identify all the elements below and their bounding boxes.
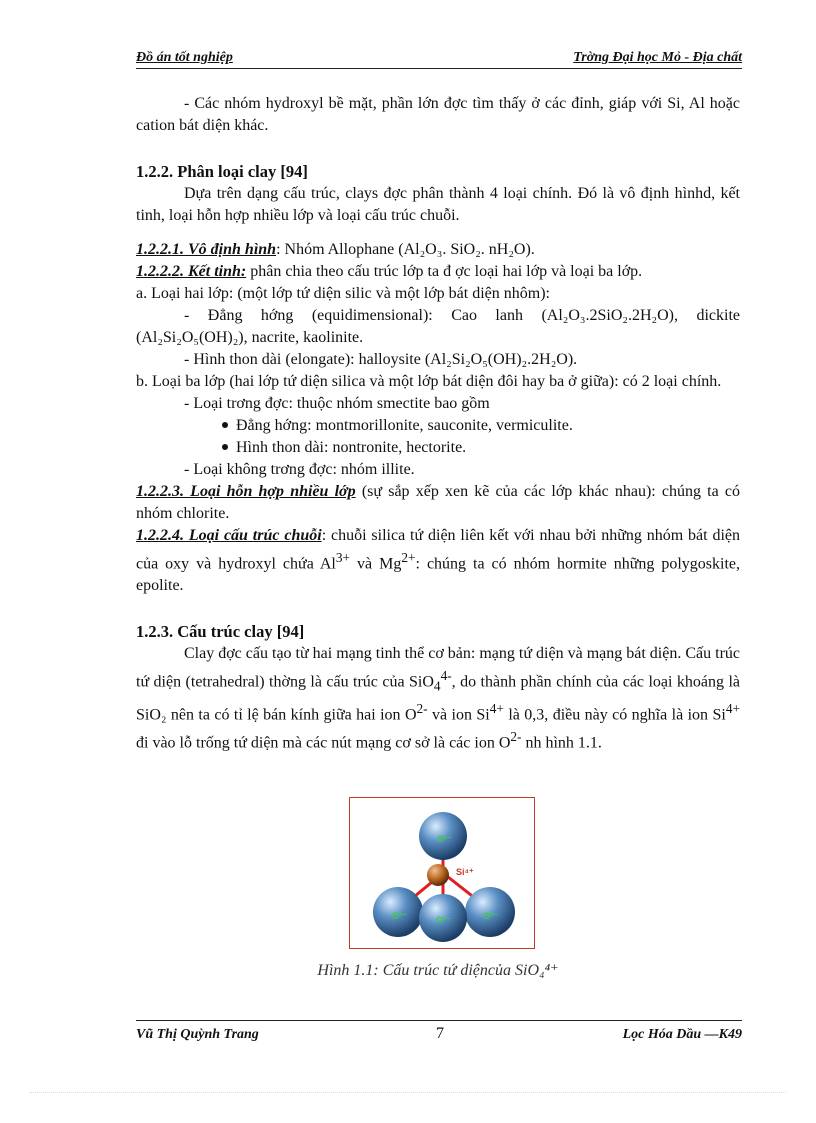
header-left: Đồ án tốt nghiệp [136, 50, 233, 65]
page-edge-divider [30, 1092, 786, 1093]
subsection-1-2-2-3: 1.2.2.3. Loại hỗn hợp nhiều lớp (sự sắp xếp xen kẽ của các lớp khác nhau): chúng ta có nhóm chlorite. [136, 483, 740, 522]
type-a-item-1: - Đẳng hớng (equidimensional): Cao lanh (Al₂O₃.2SiO₂.2H₂O), dickite (Al₂Si₂O₅(OH)₂), nacrite, kaolinite. [136, 307, 740, 346]
section-1-2-3-title: 1.2.3. Cấu trúc clay [94] [136, 622, 305, 642]
page-number: 7 [436, 1025, 444, 1042]
silicon-sphere [427, 864, 449, 886]
footer-author: Vũ Thị Quỳnh Trang [136, 1027, 259, 1042]
type-a-item-2: - Hình thon dài (elongate): halloysite (Al₂Si₂O₅(OH)₂.2H₂O). [184, 351, 578, 368]
bullet-icon [222, 444, 228, 450]
center-ion-label: Si⁴⁺ [456, 867, 474, 877]
type-a-line: a. Loại hai lớp: (một lớp tứ diện silic và một lớp bát diện nhôm): [136, 285, 550, 302]
section-1-2-2-text: Dựa trên dạng cấu trúc, clays đợc phân thành 4 loại chính. Đó là vô định hìnhd, kết tinh, loại hỗn hợp nhiều lớp và loại cấu trúc chuỗi. [136, 185, 740, 224]
bullet-item: Đẳng hớng: montmorillonite, sauconite, vermiculite. [136, 415, 740, 437]
intro-paragraph: - Các nhóm hydroxyl bề mặt, phần lớn đợc tìm thấy ở các đỉnh, giáp với Si, Al hoặc cation bát diện khác. [136, 95, 740, 134]
subsection-1-2-2-1: 1.2.2.1. Vô định hình: Nhóm Allophane (Al₂O₃. SiO₂. nH₂O). [136, 241, 535, 258]
section-1-2-3-text: Clay đợc cấu tạo từ hai mạng tinh thể cơ bản: mạng tứ diện và mạng bát diện. Cấu trúc tứ diện (tetrahedral) thờng là cấu trúc của SiO$_4^{4-}$, do thành phần chính của các loại khoáng là SiO₂ nên ta có tỉ lệ bán kính giữa hai ion $O^{2-}$ và ion $Si^{4+}$ là 0,3, điều này có nghĩa là ion $Si^{4+}$ đi vào lỗ trống tứ diện mà các nút mạng cơ sở là các ion $O^{2-}$ nh hình 1.1. [136, 645, 740, 752]
middle-ion-label: O²⁻ [436, 915, 451, 925]
bullet-item: Hình thon dài: nontronite, hectorite. [136, 437, 740, 459]
bullet-icon [222, 422, 228, 428]
top-ion-label: O²⁻ [437, 834, 452, 844]
page-header [136, 50, 742, 69]
section-1-2-2-title: 1.2.2. Phân loại clay [94] [136, 162, 308, 181]
tetrahedron-figure [349, 797, 535, 949]
subsection-1-2-2-2: 1.2.2.2. Kết tinh: phân chia theo cấu trúc lớp ta đ ợc loại hai lớp và loại ba lớp. [136, 263, 643, 280]
left-ion-label: O²⁻ [392, 911, 407, 921]
figure-caption: Hình 1.1: Cấu trúc tứ diệncủa SiO₄⁴⁺ [317, 962, 559, 979]
header-right: Trờng Đại học Mỏ - Địa chất [573, 50, 742, 65]
type-b-item-1: - Loại trơng đợc: thuộc nhóm smectite bao gồm [184, 395, 490, 412]
type-b-line: b. Loại ba lớp (hai lớp tứ diện silica và một lớp bát diện đôi hay ba ở giữa): có 2 loại chính. [136, 373, 722, 390]
subsection-1-2-2-4: 1.2.2.4. Loại cấu trúc chuỗi: chuỗi silica tứ diện liên kết với nhau bởi những nhóm bát diện của oxy và hydroxyl chứa $Al^{3+}$ và $Mg^{2+}$: chúng ta có nhóm hormite những polygoskite, epolite. [136, 527, 741, 595]
page-body [136, 93, 740, 755]
footer-course: Lọc Hóa Dầu —K49 [622, 1027, 742, 1042]
type-b-item-2: - Loại không trơng đợc: nhóm illite. [184, 461, 415, 478]
tetrahedron-diagram [350, 798, 534, 948]
page-footer [136, 1020, 742, 1045]
right-ion-label: O²⁻ [483, 911, 498, 921]
